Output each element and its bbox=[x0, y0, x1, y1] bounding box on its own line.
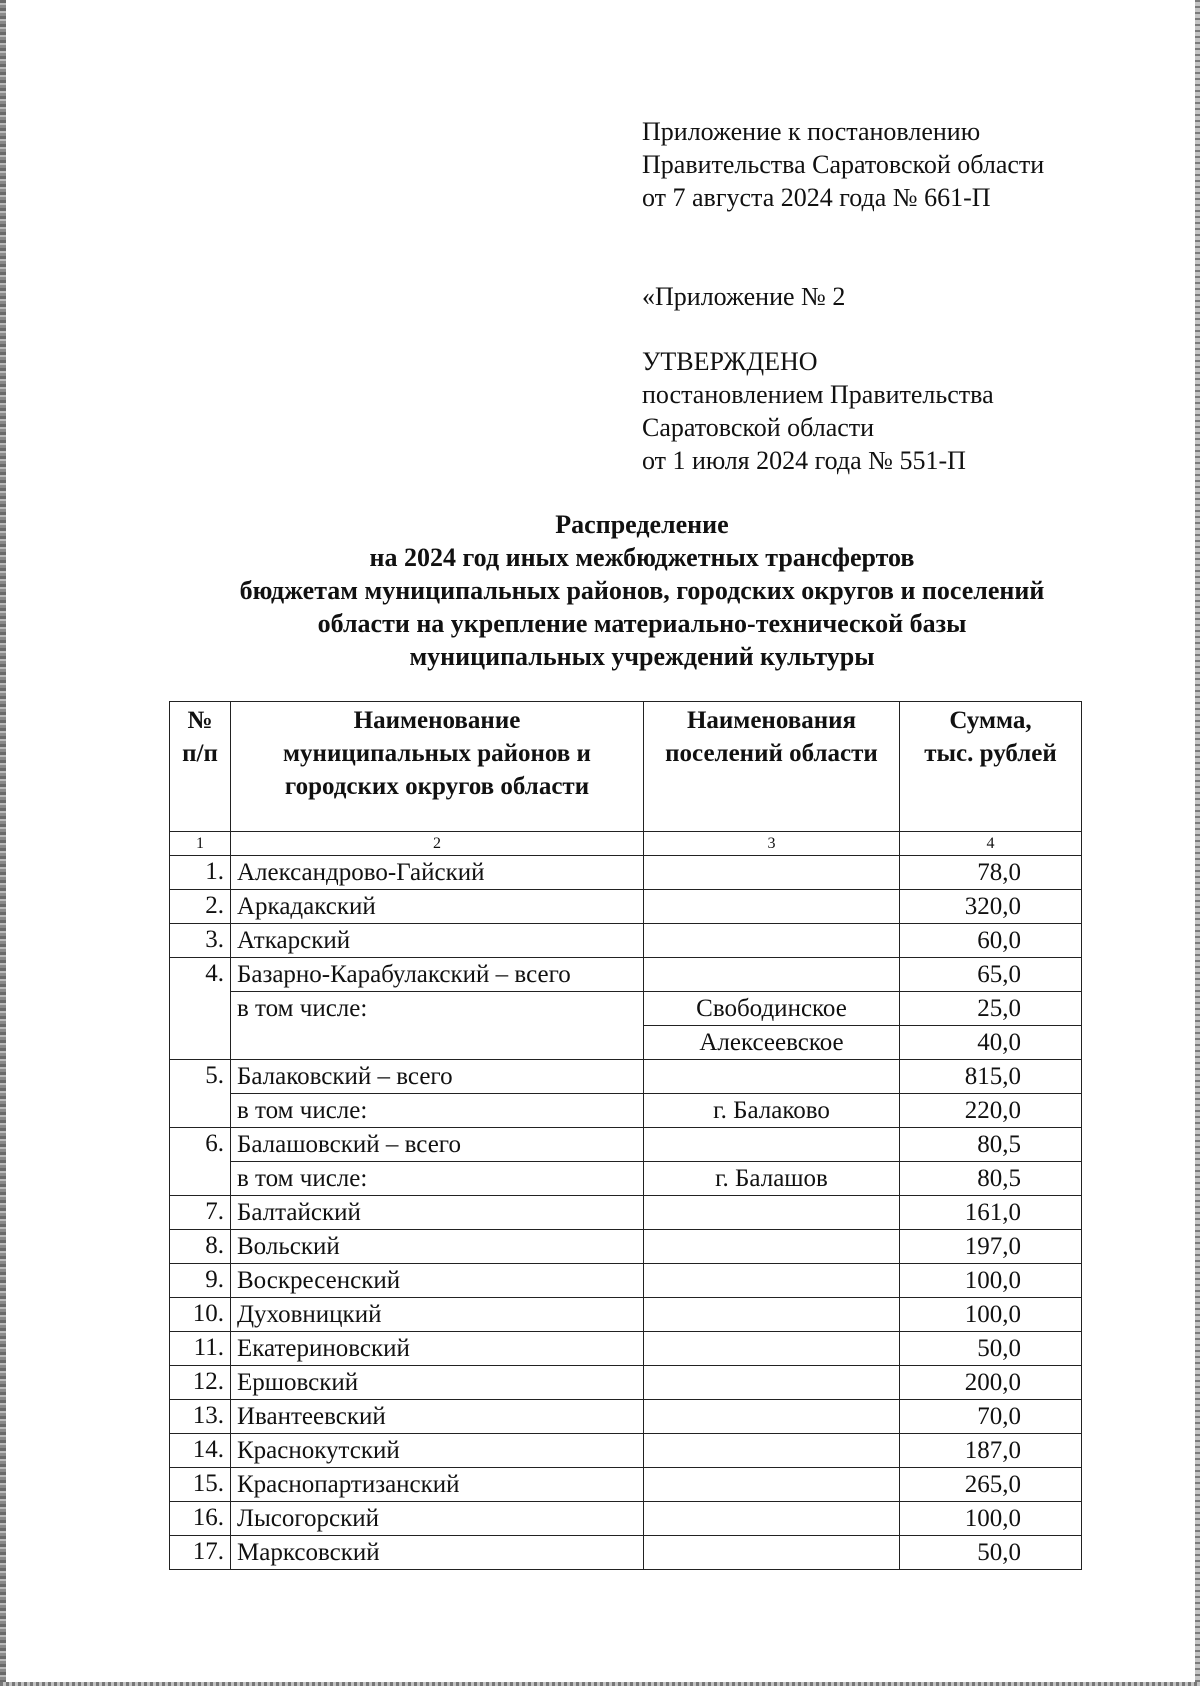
cell-sum: 815,0 bbox=[900, 1060, 1082, 1094]
table-row bbox=[170, 1332, 1082, 1366]
cell-district: Марксовский bbox=[231, 1536, 644, 1570]
cell-sum: 50,0 bbox=[900, 1332, 1082, 1366]
cell-district: Александрово-Гайский bbox=[231, 856, 644, 890]
cell-sum: 200,0 bbox=[900, 1366, 1082, 1400]
cell-num: 1. bbox=[170, 856, 231, 890]
document-title bbox=[140, 508, 1144, 673]
cell-district: Краснокутский bbox=[231, 1434, 644, 1468]
cell-num: 7. bbox=[170, 1196, 231, 1230]
column-number: 4 bbox=[900, 832, 1082, 856]
cell-sum: 100,0 bbox=[900, 1264, 1082, 1298]
cell-num: 2. bbox=[170, 890, 231, 924]
table-row bbox=[170, 1298, 1082, 1332]
header-line: Правительства Саратовской области bbox=[642, 150, 1045, 179]
cell-num: 6. bbox=[170, 1128, 231, 1162]
cell-district bbox=[231, 1026, 644, 1060]
cell-district: Ивантеевский bbox=[231, 1400, 644, 1434]
approved-line: Саратовской области bbox=[642, 413, 875, 442]
cell-district: в том числе: bbox=[231, 1162, 644, 1196]
cell-settlement: Свободинское bbox=[644, 992, 900, 1026]
cell-num bbox=[170, 1162, 231, 1196]
table-row bbox=[170, 1536, 1082, 1570]
scan-edge-left bbox=[0, 0, 6, 1686]
cell-settlement bbox=[644, 924, 900, 958]
cell-settlement bbox=[644, 1332, 900, 1366]
cell-sum: 100,0 bbox=[900, 1298, 1082, 1332]
cell-sum: 70,0 bbox=[900, 1400, 1082, 1434]
table-row bbox=[170, 1502, 1082, 1536]
cell-sum: 40,0 bbox=[900, 1026, 1082, 1060]
cell-sum: 197,0 bbox=[900, 1230, 1082, 1264]
scan-edge-bottom bbox=[0, 1682, 1200, 1686]
cell-district: Духовницкий bbox=[231, 1298, 644, 1332]
header-line: Приложение к постановлению bbox=[642, 117, 981, 146]
table-row bbox=[170, 992, 1082, 1026]
cell-district: в том числе: bbox=[231, 992, 644, 1026]
cell-sum: 187,0 bbox=[900, 1434, 1082, 1468]
approval-block bbox=[642, 345, 994, 477]
cell-settlement bbox=[644, 1060, 900, 1094]
header-district-line: городских округов области bbox=[284, 773, 590, 800]
header-district bbox=[231, 702, 644, 832]
header-settlement-line: Наименования bbox=[686, 707, 857, 734]
cell-num bbox=[170, 992, 231, 1026]
table-row bbox=[170, 1468, 1082, 1502]
cell-settlement bbox=[644, 1230, 900, 1264]
cell-num: 9. bbox=[170, 1264, 231, 1298]
cell-settlement bbox=[644, 1468, 900, 1502]
cell-settlement bbox=[644, 890, 900, 924]
cell-district: Воскресенский bbox=[231, 1264, 644, 1298]
cell-num: 15. bbox=[170, 1468, 231, 1502]
cell-district: Краснопартизанский bbox=[231, 1468, 644, 1502]
cell-num bbox=[170, 1026, 231, 1060]
cell-sum: 78,0 bbox=[900, 856, 1082, 890]
scan-edge-right bbox=[1195, 0, 1200, 1686]
table-row bbox=[170, 1196, 1082, 1230]
cell-num: 14. bbox=[170, 1434, 231, 1468]
cell-sum: 80,5 bbox=[900, 1128, 1082, 1162]
cell-settlement: г. Балашов bbox=[644, 1162, 900, 1196]
table-row bbox=[170, 1060, 1082, 1094]
cell-sum: 100,0 bbox=[900, 1502, 1082, 1536]
header-sum-line: Сумма, bbox=[949, 707, 1032, 734]
cell-num: 16. bbox=[170, 1502, 231, 1536]
title-line: на 2024 год иных межбюджетных трансфертов bbox=[369, 543, 915, 572]
column-number: 2 bbox=[231, 832, 644, 856]
cell-district: Аткарский bbox=[231, 924, 644, 958]
cell-district: Балаковский – всего bbox=[231, 1060, 644, 1094]
cell-district: Вольский bbox=[231, 1230, 644, 1264]
cell-district: Аркадакский bbox=[231, 890, 644, 924]
header-sum-line: тыс. рублей bbox=[924, 740, 1057, 767]
header-num-line: № bbox=[187, 707, 213, 734]
header-line: от 7 августа 2024 года № 661-П bbox=[642, 183, 991, 212]
column-number-row bbox=[170, 832, 1082, 856]
approved-line: от 1 июля 2024 года № 551-П bbox=[642, 446, 966, 475]
cell-settlement bbox=[644, 1298, 900, 1332]
cell-settlement bbox=[644, 1400, 900, 1434]
table-header-row bbox=[170, 702, 1082, 832]
table-row bbox=[170, 1434, 1082, 1468]
cell-sum: 161,0 bbox=[900, 1196, 1082, 1230]
cell-sum: 65,0 bbox=[900, 958, 1082, 992]
cell-district: Ершовский bbox=[231, 1366, 644, 1400]
cell-settlement bbox=[644, 958, 900, 992]
cell-district: в том числе: bbox=[231, 1094, 644, 1128]
table-row bbox=[170, 856, 1082, 890]
cell-settlement bbox=[644, 1196, 900, 1230]
cell-district: Балтайский bbox=[231, 1196, 644, 1230]
cell-settlement bbox=[644, 1366, 900, 1400]
header-settlement-line: поселений области bbox=[665, 740, 878, 767]
table-row bbox=[170, 890, 1082, 924]
table-row bbox=[170, 1128, 1082, 1162]
header-district-line: муниципальных районов и bbox=[283, 740, 591, 767]
cell-settlement bbox=[644, 1434, 900, 1468]
cell-num: 8. bbox=[170, 1230, 231, 1264]
cell-sum: 220,0 bbox=[900, 1094, 1082, 1128]
table-row bbox=[170, 1162, 1082, 1196]
table-row bbox=[170, 924, 1082, 958]
cell-district: Екатериновский bbox=[231, 1332, 644, 1366]
cell-num: 5. bbox=[170, 1060, 231, 1094]
header-num-line: п/п bbox=[182, 740, 218, 767]
column-number: 3 bbox=[644, 832, 900, 856]
cell-num bbox=[170, 1094, 231, 1128]
cell-settlement bbox=[644, 1536, 900, 1570]
column-number: 1 bbox=[170, 832, 231, 856]
cell-settlement bbox=[644, 856, 900, 890]
cell-settlement: Алексеевское bbox=[644, 1026, 900, 1060]
distribution-table bbox=[169, 701, 1082, 1570]
cell-sum: 60,0 bbox=[900, 924, 1082, 958]
cell-district: Лысогорский bbox=[231, 1502, 644, 1536]
cell-sum: 320,0 bbox=[900, 890, 1082, 924]
header-num bbox=[170, 702, 231, 832]
table-row bbox=[170, 1230, 1082, 1264]
cell-num: 3. bbox=[170, 924, 231, 958]
cell-settlement bbox=[644, 1502, 900, 1536]
table-row bbox=[170, 1264, 1082, 1298]
table-row bbox=[170, 1094, 1082, 1128]
header-district-line: Наименование bbox=[353, 707, 521, 734]
title-line: области на укрепление материально-технической базы bbox=[317, 609, 967, 638]
cell-num: 17. bbox=[170, 1536, 231, 1570]
table-row bbox=[170, 1366, 1082, 1400]
table-row bbox=[170, 958, 1082, 992]
table-row bbox=[170, 1026, 1082, 1060]
resolution-reference bbox=[642, 115, 1044, 214]
cell-district: Базарно-Карабулакский – всего bbox=[231, 958, 644, 992]
cell-num: 10. bbox=[170, 1298, 231, 1332]
annex-label: «Приложение № 2 bbox=[642, 282, 846, 311]
title-line: Распределение bbox=[555, 510, 729, 539]
cell-settlement: г. Балаково bbox=[644, 1094, 900, 1128]
cell-settlement bbox=[644, 1128, 900, 1162]
cell-sum: 25,0 bbox=[900, 992, 1082, 1026]
header-settlement bbox=[644, 702, 900, 832]
title-line: бюджетам муниципальных районов, городских округов и поселений bbox=[239, 576, 1045, 605]
cell-sum: 50,0 bbox=[900, 1536, 1082, 1570]
approved-line: постановлением Правительства bbox=[642, 380, 994, 409]
cell-sum: 265,0 bbox=[900, 1468, 1082, 1502]
cell-num: 11. bbox=[170, 1332, 231, 1366]
cell-district: Балашовский – всего bbox=[231, 1128, 644, 1162]
table-row bbox=[170, 1400, 1082, 1434]
cell-settlement bbox=[644, 1264, 900, 1298]
cell-num: 12. bbox=[170, 1366, 231, 1400]
cell-num: 4. bbox=[170, 958, 231, 992]
cell-num: 13. bbox=[170, 1400, 231, 1434]
cell-sum: 80,5 bbox=[900, 1162, 1082, 1196]
header-sum bbox=[900, 702, 1082, 832]
approved-line: УТВЕРЖДЕНО bbox=[642, 347, 818, 376]
title-line: муниципальных учреждений культуры bbox=[409, 642, 875, 671]
